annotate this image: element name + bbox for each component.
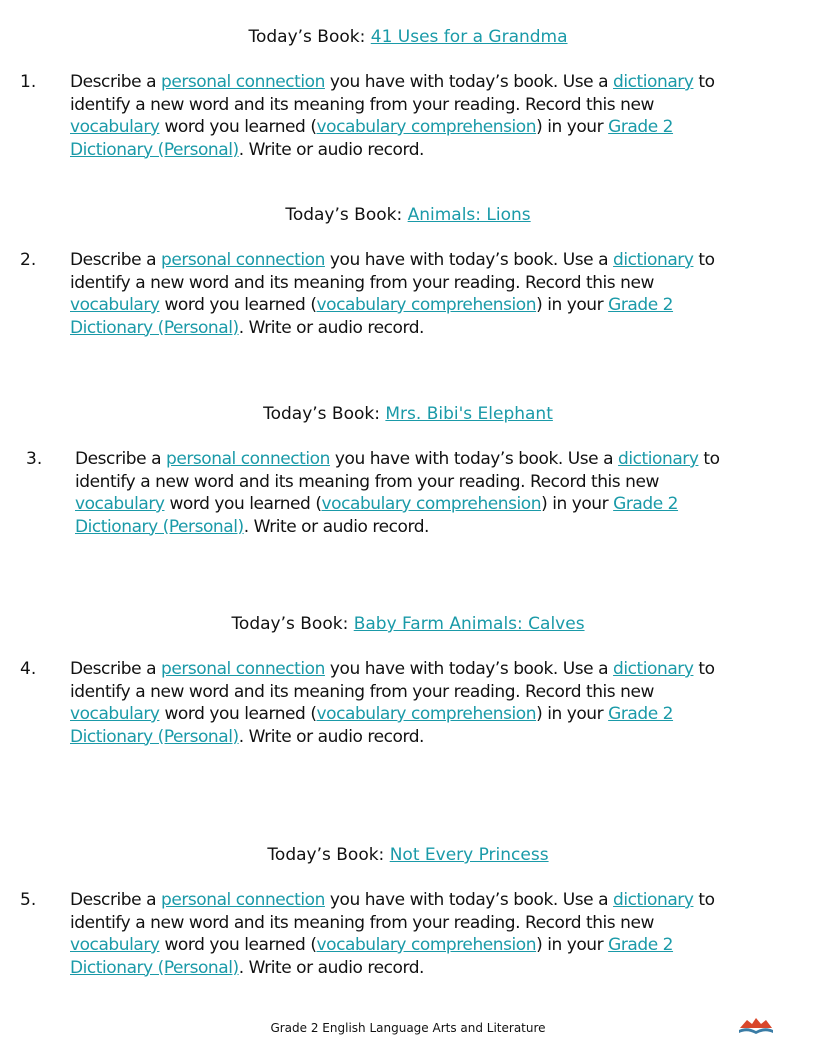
item-number-4: 4.: [20, 659, 37, 679]
book-title-4: [0, 613, 816, 635]
personal-connection-link[interactable]: personal connection: [161, 890, 325, 910]
vocabulary-link[interactable]: vocabulary: [70, 704, 160, 724]
book-link-2[interactable]: Animals: Lions: [407, 205, 531, 225]
book-link-5[interactable]: Not Every Princess: [389, 845, 549, 865]
page-footer: Grade 2 English Language Arts and Literature: [270, 1021, 546, 1035]
personal-connection-link[interactable]: personal connection: [161, 72, 325, 92]
personal-connection-link[interactable]: personal connection: [161, 250, 325, 270]
dictionary-link[interactable]: dictionary: [613, 250, 694, 270]
instruction-paragraph-4: Describe a personal connection you have with today’s book. Use a dictionary to identify a new word and its meaning from your reading. Record this new vocabulary word you learned (vocabulary comprehension) in your Grade 2 Dictionary (Personal). Write or audio record.: [70, 659, 715, 747]
instruction-paragraph-1: Describe a personal connection you have with today’s book. Use a dictionary to identify a new word and its meaning from your reading. Record this new vocabulary word you learned (vocabulary comprehension) in your Grade 2 Dictionary (Personal). Write or audio record.: [70, 72, 715, 160]
title-prefix: Today’s Book:: [267, 845, 390, 865]
dictionary-personal-link[interactable]: Dictionary (Personal): [70, 957, 239, 978]
personal-connection-link[interactable]: personal connection: [161, 659, 325, 679]
dictionary-personal-link[interactable]: Dictionary (Personal): [70, 317, 239, 338]
instruction-paragraph-3: Describe a personal connection you have with today’s book. Use a dictionary to identify a new word and its meaning from your reading. Record this new vocabulary word you learned (vocabulary comprehension) in your Grade 2 Dictionary (Personal). Write or audio record.: [75, 449, 720, 537]
vocabulary-comprehension-link[interactable]: vocabulary comprehension: [316, 295, 537, 315]
dictionary-personal-link[interactable]: Dictionary (Personal): [70, 726, 239, 747]
grade-2-link[interactable]: Grade 2: [608, 935, 674, 955]
open-book-logo-icon: [737, 1014, 775, 1038]
book-link-4[interactable]: Baby Farm Animals: Calves: [353, 614, 585, 634]
book-title-1: [0, 26, 816, 48]
item-number-3: 3.: [26, 449, 43, 469]
dictionary-personal-link[interactable]: Dictionary (Personal): [70, 139, 239, 160]
vocabulary-link[interactable]: vocabulary: [70, 117, 160, 137]
vocabulary-comprehension-link[interactable]: vocabulary comprehension: [316, 117, 537, 137]
dictionary-personal-link[interactable]: Dictionary (Personal): [75, 516, 244, 537]
item-number-1: 1.: [20, 72, 37, 92]
vocabulary-link[interactable]: vocabulary: [70, 295, 160, 315]
title-prefix: Today’s Book:: [248, 27, 371, 47]
grade-2-link[interactable]: Grade 2: [608, 704, 674, 724]
instruction-paragraph-2: Describe a personal connection you have with today’s book. Use a dictionary to identify a new word and its meaning from your reading. Record this new vocabulary word you learned (vocabulary comprehension) in your Grade 2 Dictionary (Personal). Write or audio record.: [70, 250, 715, 338]
grade-2-link[interactable]: Grade 2: [608, 117, 674, 137]
book-link-3[interactable]: Mrs. Bibi's Elephant: [385, 404, 553, 424]
vocabulary-comprehension-link[interactable]: vocabulary comprehension: [316, 704, 537, 724]
grade-2-link[interactable]: Grade 2: [613, 494, 679, 514]
dictionary-link[interactable]: dictionary: [618, 449, 699, 469]
book-title-5: [0, 844, 816, 866]
book-title-3: [0, 403, 816, 425]
title-prefix: Today’s Book:: [263, 404, 386, 424]
item-number-5: 5.: [20, 890, 37, 910]
vocabulary-comprehension-link[interactable]: vocabulary comprehension: [316, 935, 537, 955]
book-title-2: [0, 204, 816, 226]
vocabulary-link[interactable]: vocabulary: [70, 935, 160, 955]
vocabulary-link[interactable]: vocabulary: [75, 494, 165, 514]
title-prefix: Today’s Book:: [231, 614, 354, 634]
dictionary-link[interactable]: dictionary: [613, 659, 694, 679]
dictionary-link[interactable]: dictionary: [613, 890, 694, 910]
grade-2-link[interactable]: Grade 2: [608, 295, 674, 315]
instruction-paragraph-5: Describe a personal connection you have with today’s book. Use a dictionary to identify a new word and its meaning from your reading. Record this new vocabulary word you learned (vocabulary comprehension) in your Grade 2 Dictionary (Personal). Write or audio record.: [70, 890, 715, 978]
item-number-2: 2.: [20, 250, 37, 270]
title-prefix: Today’s Book:: [285, 205, 408, 225]
book-link-1[interactable]: 41 Uses for a Grandma: [370, 27, 568, 47]
personal-connection-link[interactable]: personal connection: [166, 449, 330, 469]
dictionary-link[interactable]: dictionary: [613, 72, 694, 92]
vocabulary-comprehension-link[interactable]: vocabulary comprehension: [321, 494, 542, 514]
